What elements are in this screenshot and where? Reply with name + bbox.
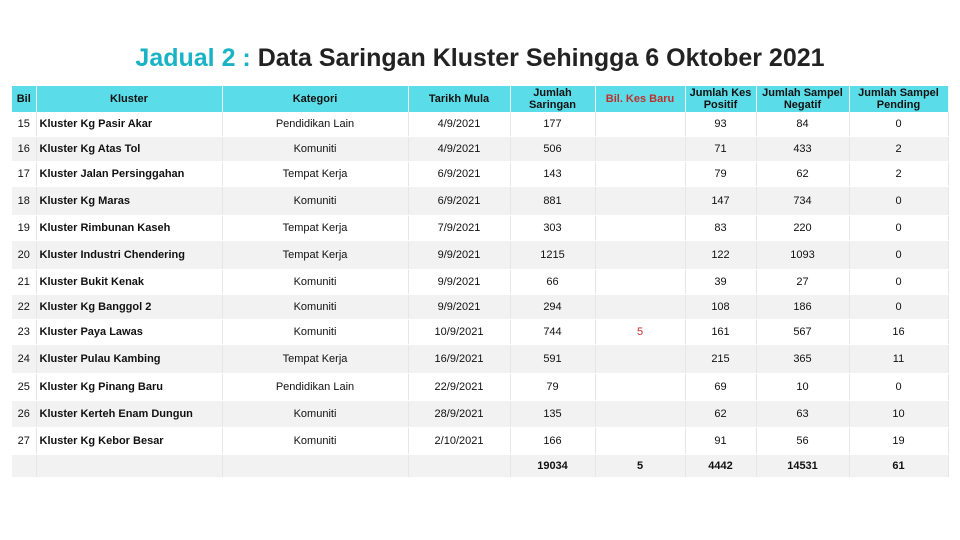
table-row: [12, 112, 948, 137]
table-row: [12, 216, 948, 241]
cell-sampel-pending: 2: [849, 162, 948, 187]
table-row: [12, 320, 948, 345]
cell-kes-baru: [595, 112, 685, 137]
total-sampel-pending: 61: [849, 455, 948, 478]
table-row: [12, 295, 948, 320]
cell-kategori: Komuniti: [222, 270, 408, 295]
cell-sampel-negatif: 27: [756, 270, 849, 295]
cell-saringan: 79: [510, 374, 595, 401]
cell-kes-positif: 93: [685, 112, 756, 137]
cell-sampel-negatif: 63: [756, 401, 849, 428]
cell-kes-baru: [595, 137, 685, 162]
cell-sampel-pending: 0: [849, 295, 948, 320]
total-saringan: 19034: [510, 455, 595, 478]
cell-sampel-pending: 11: [849, 345, 948, 374]
cell-kes-positif: 122: [685, 241, 756, 270]
cell-tarikh: 6/9/2021: [408, 187, 510, 216]
cell-tarikh: 10/9/2021: [408, 320, 510, 345]
cell-saringan: 1215: [510, 241, 595, 270]
cell-tarikh: 16/9/2021: [408, 345, 510, 374]
cell-sampel-negatif: 56: [756, 428, 849, 455]
cell-saringan: 143: [510, 162, 595, 187]
header-saringan: Jumlah Saringan: [510, 86, 595, 112]
cell-tarikh: 9/9/2021: [408, 241, 510, 270]
cell-tarikh: 9/9/2021: [408, 270, 510, 295]
table-row: [12, 345, 948, 374]
cell-kes-baru: [595, 187, 685, 216]
header-kluster: Kluster: [36, 86, 222, 112]
cell-bil: 19: [12, 216, 36, 241]
header-sampel-negatif: Jumlah Sampel Negatif: [756, 86, 849, 112]
cell-kluster: Kluster Pulau Kambing: [36, 345, 222, 374]
cell-sampel-pending: 0: [849, 241, 948, 270]
cell-sampel-negatif: 186: [756, 295, 849, 320]
cell-sampel-pending: 0: [849, 216, 948, 241]
table-row: [12, 270, 948, 295]
cell-kes-baru: [595, 428, 685, 455]
cell-kategori: Pendidikan Lain: [222, 112, 408, 137]
cell-sampel-pending: 0: [849, 270, 948, 295]
table-row: [12, 162, 948, 187]
cell-sampel-pending: 0: [849, 112, 948, 137]
cell-kes-positif: 108: [685, 295, 756, 320]
header-tarikh: Tarikh Mula: [408, 86, 510, 112]
cell-kategori: Komuniti: [222, 320, 408, 345]
cell-bil: 21: [12, 270, 36, 295]
cell-kluster: Kluster Bukit Kenak: [36, 270, 222, 295]
cell-kes-positif: 62: [685, 401, 756, 428]
cell-bil: 27: [12, 428, 36, 455]
cell-kes-positif: 79: [685, 162, 756, 187]
cell-kluster: Kluster Industri Chendering: [36, 241, 222, 270]
cell-sampel-negatif: 84: [756, 112, 849, 137]
cell-kategori: Komuniti: [222, 401, 408, 428]
cell-sampel-pending: 16: [849, 320, 948, 345]
table-row: [12, 374, 948, 401]
cell-tarikh: 4/9/2021: [408, 112, 510, 137]
cell-bil: 26: [12, 401, 36, 428]
cell-saringan: 135: [510, 401, 595, 428]
table-row: [12, 428, 948, 455]
cell-kes-positif: 91: [685, 428, 756, 455]
cell-kluster: Kluster Kerteh Enam Dungun: [36, 401, 222, 428]
cell-bil: 23: [12, 320, 36, 345]
cell-saringan: 166: [510, 428, 595, 455]
cell-tarikh: 7/9/2021: [408, 216, 510, 241]
cell-sampel-negatif: 365: [756, 345, 849, 374]
cell-kes-baru: [595, 295, 685, 320]
cell-kes-baru: [595, 345, 685, 374]
cell-kes-positif: 161: [685, 320, 756, 345]
cell-kategori: Komuniti: [222, 187, 408, 216]
cell-kategori: Tempat Kerja: [222, 162, 408, 187]
cell-kes-positif: 83: [685, 216, 756, 241]
cell-kluster: Kluster Rimbunan Kaseh: [36, 216, 222, 241]
cell-bil: 24: [12, 345, 36, 374]
total-kes-baru: 5: [595, 455, 685, 478]
total-empty-kluster: [36, 455, 222, 478]
total-row: [12, 455, 948, 478]
table-row: [12, 187, 948, 216]
cell-kes-positif: 71: [685, 137, 756, 162]
cell-sampel-negatif: 220: [756, 216, 849, 241]
total-empty-bil: [12, 455, 36, 478]
cell-kes-positif: 39: [685, 270, 756, 295]
cell-kes-baru: [595, 401, 685, 428]
cell-kes-baru: [595, 374, 685, 401]
cell-sampel-negatif: 1093: [756, 241, 849, 270]
cell-kategori: Komuniti: [222, 428, 408, 455]
cell-kategori: Tempat Kerja: [222, 241, 408, 270]
cell-bil: 15: [12, 112, 36, 137]
cell-kluster: Kluster Kg Banggol 2: [36, 295, 222, 320]
cell-sampel-negatif: 62: [756, 162, 849, 187]
cell-tarikh: 4/9/2021: [408, 137, 510, 162]
cell-bil: 22: [12, 295, 36, 320]
cell-kluster: Kluster Kg Maras: [36, 187, 222, 216]
cell-kluster: Kluster Kg Atas Tol: [36, 137, 222, 162]
cell-sampel-pending: 10: [849, 401, 948, 428]
cell-tarikh: 22/9/2021: [408, 374, 510, 401]
cell-sampel-pending: 0: [849, 374, 948, 401]
cell-bil: 18: [12, 187, 36, 216]
cell-saringan: 744: [510, 320, 595, 345]
title-main: Data Saringan Kluster Sehingga 6 Oktober 2021: [257, 44, 825, 72]
cell-saringan: 66: [510, 270, 595, 295]
cell-kategori: Pendidikan Lain: [222, 374, 408, 401]
table-row: [12, 401, 948, 428]
header-sampel-pending: Jumlah Sampel Pending: [849, 86, 948, 112]
cell-kluster: Kluster Jalan Persinggahan: [36, 162, 222, 187]
cell-kes-baru: [595, 270, 685, 295]
total-kes-positif: 4442: [685, 455, 756, 478]
cell-bil: 25: [12, 374, 36, 401]
cell-kategori: Komuniti: [222, 137, 408, 162]
cell-tarikh: 28/9/2021: [408, 401, 510, 428]
cell-kluster: Kluster Paya Lawas: [36, 320, 222, 345]
cell-kluster: Kluster Kg Kebor Besar: [36, 428, 222, 455]
header-kes-positif: Jumlah Kes Positif: [685, 86, 756, 112]
cell-saringan: 881: [510, 187, 595, 216]
cell-kategori: Tempat Kerja: [222, 345, 408, 374]
cell-sampel-negatif: 567: [756, 320, 849, 345]
cell-tarikh: 9/9/2021: [408, 295, 510, 320]
cell-bil: 16: [12, 137, 36, 162]
cell-kluster: Kluster Kg Pinang Baru: [36, 374, 222, 401]
cell-kes-positif: 147: [685, 187, 756, 216]
cell-kluster: Kluster Kg Pasir Akar: [36, 112, 222, 137]
cell-kategori: Komuniti: [222, 295, 408, 320]
total-empty-kategori: [222, 455, 408, 478]
cell-bil: 20: [12, 241, 36, 270]
title-prefix: Jadual 2 :: [135, 44, 251, 72]
table-row: [12, 137, 948, 162]
cell-kes-baru: [595, 216, 685, 241]
cell-saringan: 506: [510, 137, 595, 162]
cell-sampel-pending: 2: [849, 137, 948, 162]
cell-sampel-pending: 0: [849, 187, 948, 216]
header-kategori: Kategori: [222, 86, 408, 112]
cluster-table: [12, 86, 949, 478]
table-header-row: [12, 86, 948, 112]
cell-kes-baru: [595, 241, 685, 270]
cell-sampel-negatif: 433: [756, 137, 849, 162]
cell-kes-baru: [595, 162, 685, 187]
cell-kes-positif: 69: [685, 374, 756, 401]
cell-bil: 17: [12, 162, 36, 187]
cell-kes-positif: 215: [685, 345, 756, 374]
header-kes-baru: Bil. Kes Baru: [595, 86, 685, 112]
cell-sampel-negatif: 10: [756, 374, 849, 401]
cell-sampel-negatif: 734: [756, 187, 849, 216]
cell-kes-baru: 5: [595, 320, 685, 345]
cell-saringan: 303: [510, 216, 595, 241]
total-sampel-negatif: 14531: [756, 455, 849, 478]
cell-saringan: 591: [510, 345, 595, 374]
cell-tarikh: 2/10/2021: [408, 428, 510, 455]
page-title: [0, 44, 960, 73]
cell-sampel-pending: 19: [849, 428, 948, 455]
cell-saringan: 177: [510, 112, 595, 137]
cell-kategori: Tempat Kerja: [222, 216, 408, 241]
cell-saringan: 294: [510, 295, 595, 320]
header-bil: Bil: [12, 86, 36, 112]
table-row: [12, 241, 948, 270]
cell-tarikh: 6/9/2021: [408, 162, 510, 187]
total-empty-tarikh: [408, 455, 510, 478]
